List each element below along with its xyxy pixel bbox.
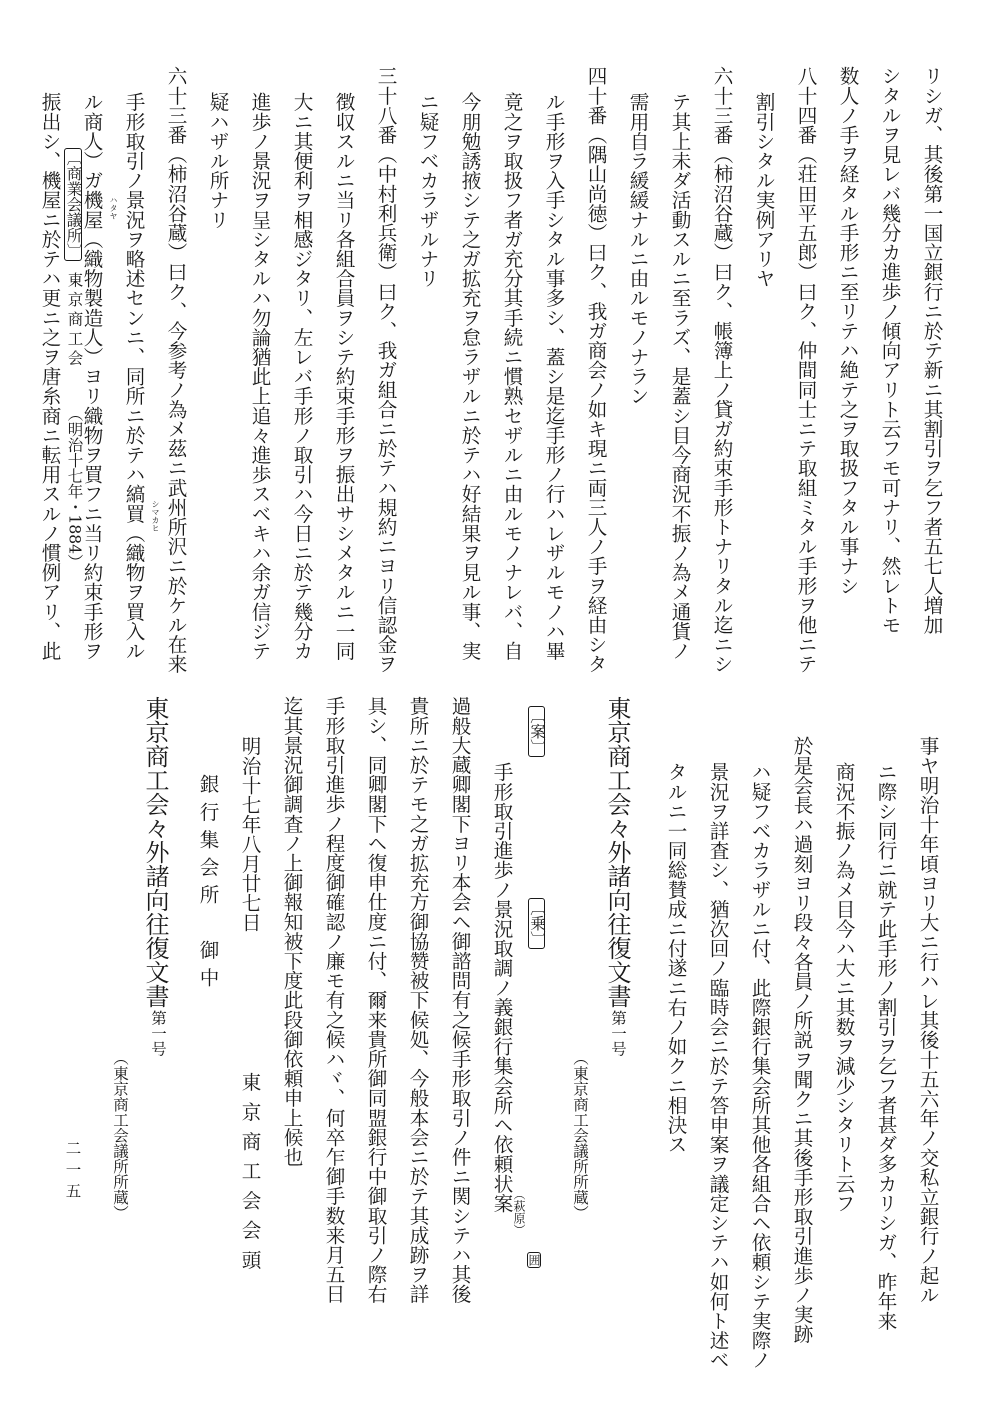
text-line: 徴収スルニ当リ各組合員ヲシテ約束手形ヲ振出サシメタルニ一同 (332, 92, 355, 661)
text-line: 手形取引進歩ノ程度御確認ノ廉モ有之候ハヾ、何卒乍御手数来月五日 (322, 696, 345, 1304)
text-line: シタルヲ見レバ幾分カ進歩ノ傾向アリト云フモ可ナリ、然レトモ (878, 66, 901, 635)
text-line: リシガ、其後第一国立銀行ニ於テ新ニ其割引ヲ乞フ者五七人増加 (920, 66, 943, 635)
doc-source: （東京商工会議所所蔵） (111, 1050, 129, 1221)
doc-number: 第一号 (149, 1010, 167, 1057)
hagiwara-note: （萩原） (512, 1188, 526, 1236)
text-line: 具シ、同卿閣下ヘ復申仕度ニ付、爾来貴所御同盟銀行中御取引ノ際右 (364, 696, 387, 1304)
text-line: 景況ヲ詳査シ、猶次回ノ臨時会ニ於テ答申案ヲ議定シテハ如何ト述ベ (706, 762, 729, 1370)
text-line: 振出シ、機屋ニ於テハ更ニ之ヲ唐糸商ニ転用スルノ慣例アリ、此 (38, 92, 61, 661)
text-line: 割引シタル実例アリヤ (752, 92, 775, 288)
doc-source: （東京商工会議所所蔵） (571, 1050, 589, 1221)
text-line: ハ疑フベカラザルニ付、此際銀行集会所其他各組合ヘ依頼シテ実際ノ (748, 762, 771, 1370)
text-line: 大ニ其便利ヲ相感ジタリ、左レバ手形ノ取引ハ今日ニ於テ幾分カ (290, 92, 313, 661)
text-line: 三十八番（中村利兵衛）曰ク、我ガ組合ニ於テハ規約ニヨリ信認金ヲ (374, 66, 397, 674)
circle-mark: 〔乗〕 (528, 900, 546, 947)
text-line: タルニ一同総賛成ニ付遂ニ右ノ如クニ相決ス (664, 762, 687, 1154)
letter-addressee: 銀行集会所 御中 (196, 774, 219, 995)
text-line: 事ヤ明治十年頃ヨリ大ニ行ハレ其後十五六年ノ交私立銀行ノ起ル (916, 736, 939, 1305)
doc-title: 東京商工会々外諸向往復文書 (141, 696, 169, 1008)
text-line: 数人ノ手ヲ経タル手形ニ至リテハ絶テ之ヲ取扱フタル事ナシ (836, 66, 859, 596)
running-head-year: （明治十七年・1884） (65, 406, 84, 570)
text-line: ル手形ヲ入手シタル事多シ、蓋シ是迄手形ノ行ハレザルモノハ畢 (542, 92, 565, 661)
text-line: 過般大蔵卿閣下ヨリ本会ヘ御諮問有之候手形取引ノ件ニ関シテハ其後 (448, 696, 471, 1304)
text-line: 手形取引ノ景況ヲ略述センニ、同所ニ於テハ縞買（織物ヲ買入ル (122, 92, 145, 661)
text-line: 今朋勉誘掖シテ之ガ拡充ヲ怠ラザルニ於テハ好結果ヲ見ル事、実 (458, 92, 481, 661)
text-line: テ其上未ダ活動スルニ至ラズ、是蓋シ目今商況不振ノ為メ通貨ノ (668, 92, 691, 661)
text-line: ル商人）ガ機屋（織物製造人）ヨリ織物ヲ買フニ当リ約束手形ヲ (80, 92, 103, 661)
text-line: 竟之ヲ取扱フ者ガ充分其手続ニ慣熟セザルニ由ルモノナレバ、自 (500, 92, 523, 661)
letter-sender: 東京商工会会頭 (238, 1072, 261, 1280)
ruby-annotation: ハタヤ (109, 196, 118, 220)
seal-mark: 囲 (527, 1254, 541, 1266)
doc-subject: 手形取引進歩ノ景況取調ノ義銀行集会所ヘ依頼状案 (490, 762, 513, 1213)
letter-date: 明治十七年八月廿七日 (238, 736, 261, 932)
doc-title: 東京商工会々外諸向往復文書 (603, 696, 631, 1008)
text-line: 貴所ニ於テモ之ガ拡充方御協赞被下候処、今般本会ニ於テ其成跡ヲ詳 (406, 696, 429, 1304)
text-line: 於是会長ハ過刻ヨリ段々各員ノ所説ヲ聞クニ其後手形取引進歩ノ実跡 (790, 736, 813, 1344)
text-line: 商況不振ノ為メ目今ハ大ニ其数ヲ減少シタリト云フ (832, 762, 855, 1213)
text-line: 迄其景況御調査ノ上御報知被下度此段御依頼申上候也 (280, 696, 303, 1167)
text-line: ニ際シ同行ニ就テ此手形ノ割引ヲ乞フ者甚ダ多カリシガ、昨年来 (874, 762, 897, 1331)
running-head-org: 東京商工会 (65, 272, 84, 370)
text-line: 需用自ラ緩緩ナルニ由ルモノナラン (626, 92, 649, 406)
doc-number: 第一号 (609, 1010, 627, 1057)
text-line: 疑ハザル所ナリ (206, 92, 229, 230)
text-line: 八十四番（荘田平五郎）曰ク、仲間同士ニテ取組ミタル手形ヲ他ニテ (794, 66, 817, 674)
ruby-annotation: シマカヒ (151, 500, 160, 532)
text-line: 六十三番（柿沼谷蔵）曰ク、帳簿上ノ貸ガ約束手形トナリタル迄ニシ (710, 66, 733, 674)
text-line: ニ疑フベカラザルナリ (416, 92, 439, 288)
page-number: 二一五 (63, 1140, 82, 1205)
text-line: 六十三番（柿沼谷蔵）曰ク、今参考ノ為メ茲ニ武州所沢ニ於ケル在来 (164, 66, 187, 674)
draft-mark: 〔案〕 (528, 708, 546, 755)
running-head-bracket: 〔商業会議所〕 (64, 150, 83, 259)
text-line: 四十番（隅山尚徳）曰ク、我ガ商会ノ如キ現ニ両三人ノ手ヲ経由シタ (584, 66, 607, 674)
text-line: 進歩ノ景況ヲ呈シタルハ勿論猶此上追々進歩スベキハ余ガ信ジテ (248, 92, 271, 661)
